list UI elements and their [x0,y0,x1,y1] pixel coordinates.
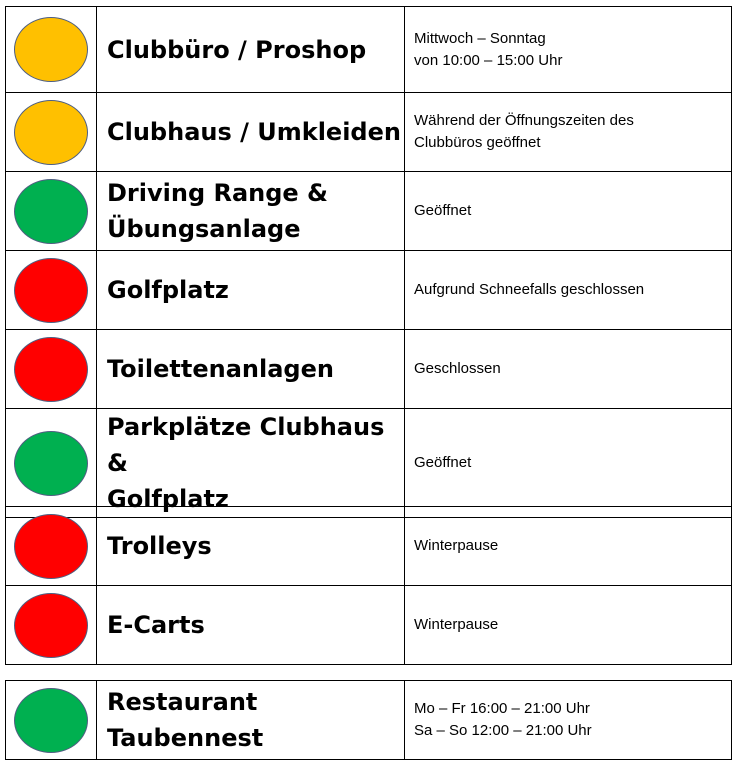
facility-name: Trolleys [97,507,405,586]
status-light-cell [6,93,97,172]
status-light-green [14,688,88,753]
status-light-cell [6,251,97,330]
status-light-red [14,514,88,579]
status-row [6,7,732,93]
status-light-green [14,179,88,244]
status-row [6,507,732,586]
status-row [6,330,732,409]
facility-name: Clubhaus / Umkleiden [97,93,405,172]
status-light-cell [6,409,97,518]
status-row [6,409,732,518]
facility-status-info: Mittwoch – Sonntag von 10:00 – 15:00 Uhr [405,7,732,93]
rentals-status-table-body [6,507,732,665]
facility-status-info: Winterpause [405,586,732,665]
rentals-status-table [5,506,732,665]
facility-name: Parkplätze Clubhaus & Golfplatz [97,409,405,518]
status-light-green [14,431,88,496]
restaurant-status-table [5,680,732,760]
facility-name: Golfplatz [97,251,405,330]
facility-status-info: Winterpause [405,507,732,586]
facility-status-info: Geschlossen [405,330,732,409]
status-row [6,93,732,172]
status-light-cell [6,7,97,93]
facility-status-info: Geöffnet [405,409,732,518]
facility-name: Restaurant Taubennest [97,681,405,760]
status-light-cell [6,172,97,251]
facility-name: Driving Range & Übungsanlage [97,172,405,251]
status-light-cell [6,330,97,409]
status-light-red [14,337,88,402]
status-row [6,681,732,760]
facility-status-info: Geöffnet [405,172,732,251]
facility-name: E-Carts [97,586,405,665]
status-row [6,172,732,251]
facility-name: Clubbüro / Proshop [97,7,405,93]
status-light-cell [6,586,97,665]
status-row [6,251,732,330]
facilities-status-table-body [6,7,732,518]
restaurant-status-table-body [6,681,732,760]
status-light-red [14,593,88,658]
facility-name: Toilettenanlagen [97,330,405,409]
facility-status-info: Aufgrund Schneefalls geschlossen [405,251,732,330]
status-light-yellow [14,17,88,82]
status-light-yellow [14,100,88,165]
status-row [6,586,732,665]
facilities-status-table [5,6,732,518]
facility-status-info: Mo – Fr 16:00 – 21:00 Uhr Sa – So 12:00 – 21:00 Uhr [405,681,732,760]
status-light-cell [6,681,97,760]
status-light-red [14,258,88,323]
status-light-cell [6,507,97,586]
facility-status-info: Während der Öffnungszeiten des Clubbüros geöffnet [405,93,732,172]
